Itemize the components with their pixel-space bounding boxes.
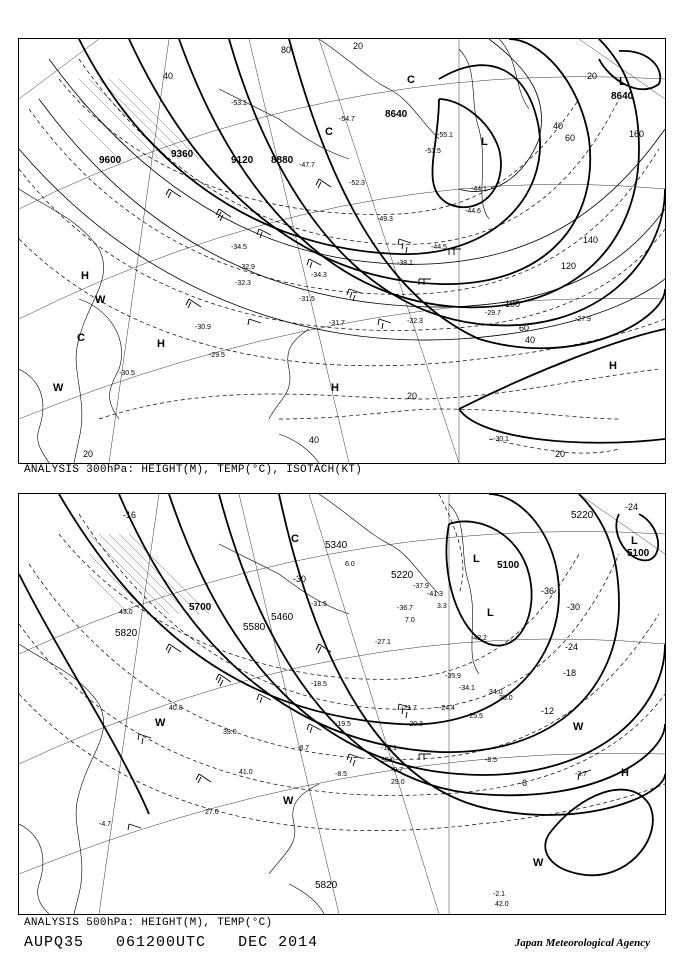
height-label: 8880 bbox=[271, 155, 294, 166]
isotherm-label: -6 bbox=[519, 778, 528, 788]
height-label: 5460 bbox=[271, 612, 294, 623]
temp-label: -34.1 bbox=[459, 685, 475, 692]
temp-label: -35.9 bbox=[445, 673, 461, 680]
isotach-label: 80 bbox=[281, 45, 292, 55]
analysis-date: DEC 2014 bbox=[238, 934, 319, 951]
map-500hpa bbox=[19, 494, 665, 914]
temp-label: -8.5 bbox=[335, 771, 348, 778]
temp-label: -44.5 bbox=[431, 244, 447, 251]
isotach-label: 20 bbox=[353, 41, 364, 51]
wind-speed-label: 43.0 bbox=[119, 609, 133, 616]
height-labels-500 bbox=[115, 510, 650, 891]
wind-speed-label: 42.0 bbox=[495, 901, 509, 908]
chart-500hpa bbox=[18, 493, 666, 915]
wind-speed-label: 35.0 bbox=[499, 695, 513, 702]
coastlines-500 bbox=[19, 494, 479, 914]
temp-label: -31.5 bbox=[299, 296, 315, 303]
coastlines-300 bbox=[19, 39, 529, 463]
isotherm-label: -30 bbox=[567, 602, 581, 612]
temp-label: -13.1 bbox=[381, 745, 397, 752]
wind-speed-label: 41.0 bbox=[239, 769, 253, 776]
temp-label: -30.9 bbox=[195, 324, 211, 331]
temp-label: -3.7 bbox=[575, 771, 588, 778]
temp-label: -54.7 bbox=[339, 116, 355, 123]
temp-label: -44.1 bbox=[471, 186, 487, 193]
hatch-300 bbox=[79, 79, 199, 159]
temp-label: -27.1 bbox=[375, 639, 391, 646]
height-label: 5220 bbox=[571, 510, 594, 521]
height-label: 8640 bbox=[611, 91, 634, 102]
warm-center: W bbox=[533, 857, 544, 869]
temp-label: -34.5 bbox=[231, 244, 247, 251]
map-300hpa bbox=[19, 39, 665, 463]
height-contours-500 bbox=[19, 494, 665, 875]
isotherm-label: -16 bbox=[123, 510, 137, 520]
low-center: L bbox=[631, 535, 638, 547]
temp-label: -27.9 bbox=[575, 316, 591, 323]
isotach-label: 40 bbox=[525, 335, 536, 345]
temp-label: -53.1 bbox=[231, 100, 247, 107]
isotach-label: 40 bbox=[163, 71, 174, 81]
isotach-label: 20 bbox=[83, 449, 94, 459]
isotach-label: 20 bbox=[407, 391, 418, 401]
analysis-time: 061200UTC bbox=[116, 934, 207, 951]
temp-label: -53.5 bbox=[425, 148, 441, 155]
wind-speed-label: 40.0 bbox=[169, 705, 183, 712]
wind-speed-label: 7.0 bbox=[405, 617, 415, 624]
temp-label: -8.7 bbox=[297, 745, 310, 752]
temp-label: -30.5 bbox=[119, 370, 135, 377]
temp-label: -42.2 bbox=[471, 635, 487, 642]
isotherm-label: -24 bbox=[565, 642, 579, 652]
temp-label: -32.3 bbox=[407, 318, 423, 325]
temp-label: -49.3 bbox=[377, 216, 393, 223]
isotherm-label: -36 bbox=[541, 586, 555, 596]
temp-label: -44.6 bbox=[465, 208, 481, 215]
temp-label: -47.7 bbox=[299, 162, 315, 169]
isotach-label: 20 bbox=[555, 449, 566, 459]
temp-label: -30.1 bbox=[493, 436, 509, 443]
height-label: 5340 bbox=[325, 540, 348, 551]
temp-label: -20.3 bbox=[407, 721, 423, 728]
low-center: L bbox=[481, 136, 488, 148]
temp-label: -36.7 bbox=[397, 605, 413, 612]
warm-center: W bbox=[155, 717, 166, 729]
isotach-label: 100 bbox=[505, 299, 521, 309]
height-label: 9120 bbox=[231, 155, 254, 166]
temp-label: -25.5 bbox=[467, 713, 483, 720]
height-label: 5100 bbox=[497, 560, 520, 571]
chart-identifier bbox=[24, 934, 340, 951]
height-label: 9600 bbox=[99, 155, 122, 166]
temp-label: -9.7 bbox=[391, 767, 404, 774]
wind-barbs-500 bbox=[128, 644, 591, 830]
height-label: 5820 bbox=[115, 628, 138, 639]
agency-name: Japan Meteorological Agency bbox=[514, 937, 650, 949]
isotach-label: 120 bbox=[561, 261, 577, 271]
cold-center: C bbox=[291, 533, 299, 545]
graticule-300 bbox=[19, 39, 665, 463]
height-label: 5580 bbox=[243, 622, 266, 633]
height-label: 5820 bbox=[315, 880, 338, 891]
low-center: L bbox=[473, 553, 480, 565]
isotach-label: 40 bbox=[553, 121, 564, 131]
low-center: L bbox=[619, 76, 626, 88]
height-label: 5700 bbox=[189, 602, 212, 613]
height-label: 9360 bbox=[171, 149, 194, 160]
warm-center: W bbox=[53, 382, 64, 394]
isotach-label: 60 bbox=[519, 323, 530, 333]
wind-speed-label: 3.3 bbox=[437, 603, 447, 610]
temp-label: -32.9 bbox=[239, 264, 255, 271]
chart-300hpa bbox=[18, 38, 666, 464]
caption-500hpa: ANALYSIS 500hPa: HEIGHT(M), TEMP(°C) bbox=[24, 917, 273, 929]
temp-label: -24.4 bbox=[439, 705, 455, 712]
temp-label: -32.3 bbox=[235, 280, 251, 287]
temp-label: -18.5 bbox=[311, 681, 327, 688]
temp-label: -37.9 bbox=[413, 583, 429, 590]
wind-speed-label: 39.0 bbox=[223, 729, 237, 736]
temp-label: -31.5 bbox=[311, 601, 327, 608]
warm-center: W bbox=[573, 721, 584, 733]
height-label: 5100 bbox=[627, 548, 650, 559]
wind-speed-label: 34.0 bbox=[489, 689, 503, 696]
wind-speed-label: 6.0 bbox=[345, 561, 355, 568]
height-label: 5220 bbox=[391, 570, 414, 581]
temp-label: -34.3 bbox=[311, 272, 327, 279]
caption-300hpa: ANALYSIS 300hPa: HEIGHT(M), TEMP(°C), ISOTACH(KT) bbox=[24, 464, 363, 476]
high-center: H bbox=[157, 338, 165, 350]
height-label: 8640 bbox=[385, 109, 408, 120]
wind-speed-label: 32.0 bbox=[381, 757, 395, 764]
temp-label: -29.7 bbox=[485, 310, 501, 317]
isotach-label: 160 bbox=[629, 129, 645, 139]
isotherm-label: -30 bbox=[293, 574, 307, 584]
isotherm-label: -12 bbox=[541, 706, 555, 716]
high-center: H bbox=[621, 767, 629, 779]
temp-label: -2.1 bbox=[493, 891, 506, 898]
low-center: L bbox=[487, 607, 494, 619]
cold-center: C bbox=[407, 74, 415, 86]
isotherm-label: -24 bbox=[625, 502, 639, 512]
temp-label: -41.3 bbox=[427, 591, 443, 598]
high-center: H bbox=[331, 382, 339, 394]
temp-label: -31.7 bbox=[329, 320, 345, 327]
isotach-label: 140 bbox=[583, 235, 599, 245]
wind-speed-label: 29.0 bbox=[391, 779, 405, 786]
warm-center: W bbox=[95, 294, 106, 306]
cold-center: C bbox=[325, 126, 333, 138]
height-contours-300 bbox=[79, 39, 665, 443]
warm-center: W bbox=[283, 795, 294, 807]
bulletin-code: AUPQ35 bbox=[24, 934, 85, 951]
temp-label: -29.5 bbox=[209, 352, 225, 359]
isotach-labels-300 bbox=[83, 41, 644, 459]
centers-500 bbox=[155, 533, 638, 869]
high-center: H bbox=[609, 360, 617, 372]
temp-label: -52.3 bbox=[349, 180, 365, 187]
temp-label: -19.5 bbox=[335, 721, 351, 728]
temp-label: -21.7 bbox=[401, 705, 417, 712]
isotach-label: 20 bbox=[587, 71, 598, 81]
isotach-label: 40 bbox=[309, 435, 320, 445]
temp-label: -8.5 bbox=[485, 757, 498, 764]
temp-label: -4.7 bbox=[99, 821, 112, 828]
high-center: H bbox=[81, 270, 89, 282]
graticule-500 bbox=[19, 494, 665, 914]
isotherm-label: -18 bbox=[563, 668, 577, 678]
isotach-label: 60 bbox=[565, 133, 576, 143]
temp-label: -38.1 bbox=[397, 260, 413, 267]
cold-center: C bbox=[77, 332, 85, 344]
temp-label: -55.1 bbox=[437, 132, 453, 139]
wind-speed-label: 27.0 bbox=[205, 809, 219, 816]
